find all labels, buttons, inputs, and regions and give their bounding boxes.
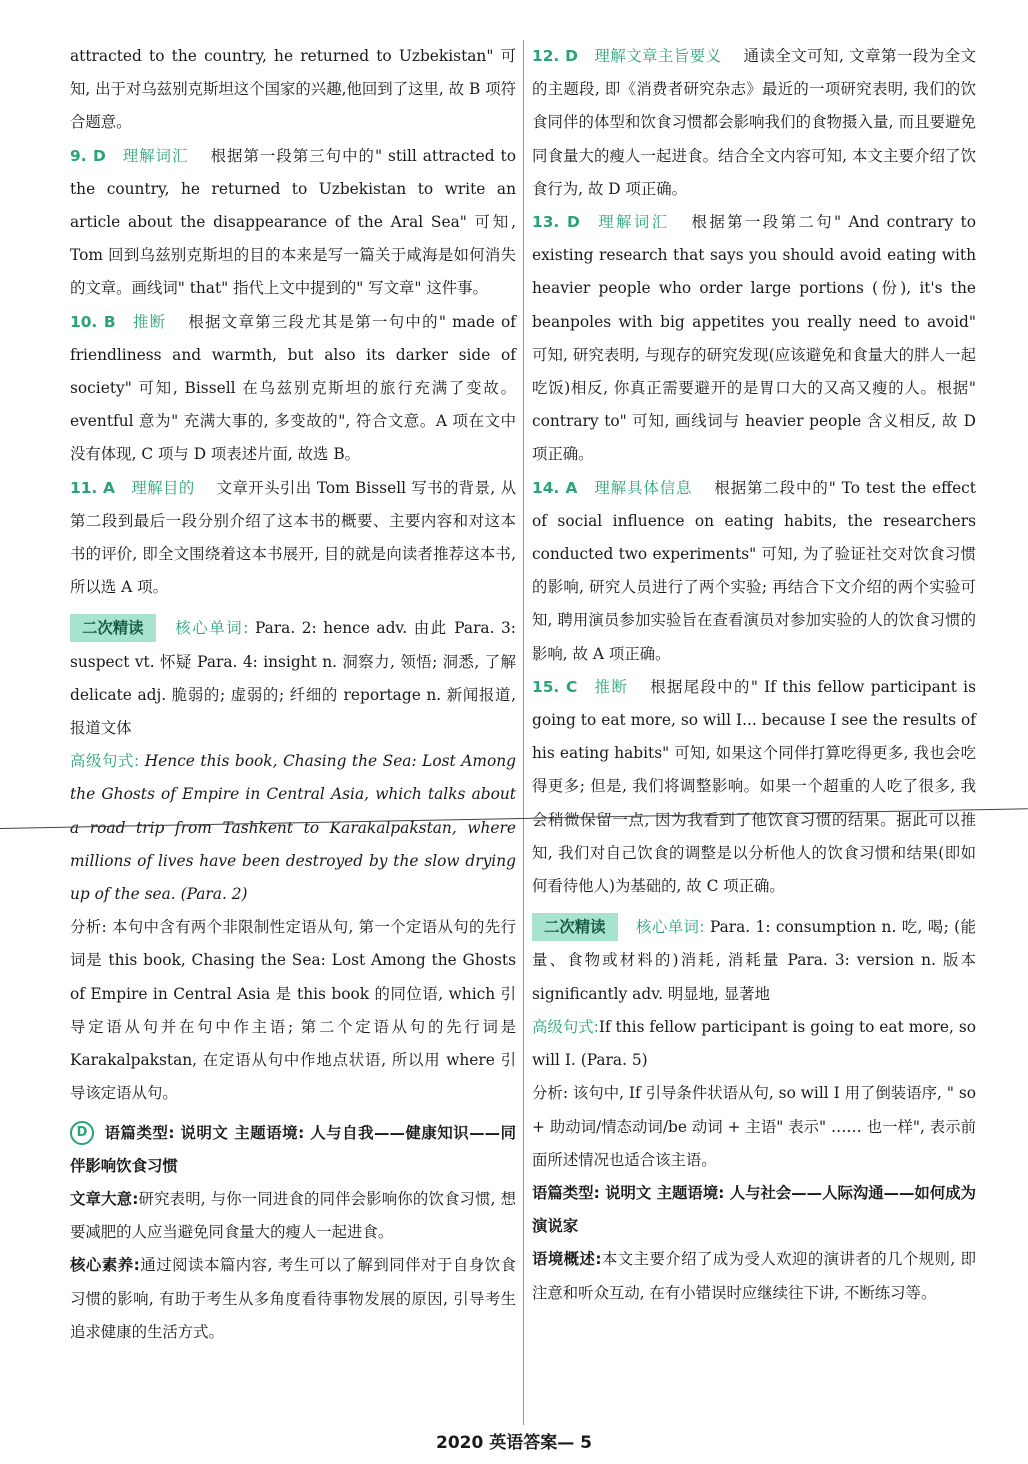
vocab-label: 核心单词: bbox=[173, 619, 249, 638]
core-literacy bbox=[70, 1249, 516, 1349]
advanced-text: If this fellow participant is going to eat more, so will I. (Para. 5) bbox=[532, 1017, 976, 1070]
answer-12 bbox=[532, 40, 976, 206]
answer-number: 15. C bbox=[532, 677, 578, 696]
core-label: 核心素养: bbox=[70, 1256, 140, 1275]
answer-number: 14. A bbox=[532, 478, 578, 497]
summary-text: 本文主要介绍了成为受人欢迎的演讲者的几个规则, 即注意和听众互动, 在有小错误时应继续往下讲, 不断练习等。 bbox=[532, 1250, 976, 1302]
reread-vocab bbox=[532, 911, 976, 1011]
advanced-text: Hence this book, Chasing the Sea: Lost Among the Ghosts of Empire in Central Asia, which talks about a road trip from Tashkent to Karakalpakstan, where millions of lives have been destroyed by the slow drying up of the sea. (Para. 2) bbox=[70, 752, 516, 904]
answer-number: 9. D bbox=[70, 146, 106, 165]
summary-text: 研究表明, 与你一同进食的同伴会影响你的饮食习惯, 想要减肥的人应当避免同食量大的瘦人一起进食。 bbox=[70, 1189, 516, 1242]
answer-tag: 理解目的 bbox=[130, 478, 195, 497]
summary-label: 文章大意: bbox=[70, 1189, 139, 1208]
passage-summary bbox=[70, 1183, 516, 1249]
answer-text: 根据文章第三段尤其是第一句中的" made of friendliness and warmth, but also its darker side of society" 可知, Bissell 在乌兹别克斯坦的旅行充满了变故。eventful 意为" 充满大事的, 多变故的", 符合文意。A 项在文中没有体现, C 项与 D 项表述片面, 故选 B。 bbox=[70, 312, 516, 464]
answer-14 bbox=[532, 472, 976, 671]
answer-tag: 推断 bbox=[131, 312, 167, 331]
answer-number: 10. B bbox=[70, 312, 116, 331]
vocab-label: 核心单词: bbox=[635, 918, 705, 937]
answer-text: 文章开头引出 Tom Bissell 写书的背景, 从第二段到最后一段分别介绍了这本书的概要、主要内容和对这本书的评价, 即全文围绕着这本书展开, 目的就是向读者推荐这本书, 所以选 A 项。 bbox=[70, 478, 516, 597]
right-column bbox=[532, 40, 976, 1310]
answer-tag: 理解具体信息 bbox=[593, 478, 693, 497]
passage-e-type: 语篇类型: 说明文 主题语境: 人与社会——人际沟通——如何成为演说家 bbox=[532, 1183, 976, 1236]
advanced-sentence bbox=[70, 745, 516, 911]
answer-11 bbox=[70, 472, 516, 605]
answer-text: 根据第一段第二句" And contrary to existing research that says you should avoid eating with heavier people who order large portions (份), it's the beanpoles with big appetites you really need to avoid" 可知, 研究表明, 与现存的研究发现(应该避免和食量大的胖人一起吃饭)相反, 你真正需要避开的是胃口大的又高又瘦的人。根据" contrary to" 可知, 画线词与 heavier people 含义相反, 故 D 项正确。 bbox=[532, 213, 976, 464]
vocab-text: Para. 1: consumption n. 吃, 喝; (能量、食物或材料的)消耗, 消耗量 Para. 3: version n. 版本 significantly adv. 明显地, 显著地 bbox=[532, 918, 976, 1003]
reread-badge: 二次精读 bbox=[532, 913, 618, 941]
passage-d-type bbox=[70, 1117, 516, 1183]
answer-tag: 理解词汇 bbox=[121, 146, 189, 165]
passage-d-icon: D bbox=[70, 1121, 94, 1145]
answer-15 bbox=[532, 671, 976, 903]
advanced-sentence bbox=[532, 1011, 976, 1077]
core-text: 通过阅读本篇内容, 考生可以了解到同伴对于自身饮食习惯的影响, 有助于考生从多角度看待事物发展的原因, 引导考生追求健康的生活方式。 bbox=[70, 1256, 516, 1341]
reread-vocab bbox=[70, 612, 516, 745]
passage-summary bbox=[532, 1243, 976, 1309]
advanced-label: 高级句式: bbox=[70, 752, 140, 771]
passage-type-text: 语篇类型: 说明文 主题语境: 人与自我——健康知识——同伴影响饮食习惯 bbox=[70, 1123, 516, 1175]
summary-label: 语境概述: bbox=[532, 1250, 602, 1269]
page-footer: 2020 英语答案— 5 bbox=[436, 1433, 592, 1453]
answer-number: 12. D bbox=[532, 47, 578, 65]
answer-tag: 理解词汇 bbox=[595, 213, 670, 232]
answer-9 bbox=[70, 140, 516, 306]
column-divider bbox=[523, 40, 524, 1425]
answer-text: 根据尾段中的" If this fellow participant is going to eat more, so will I... because I see the results of his eating habits" 可知, 如果这个同伴打算吃得更多, 我也会吃得更多; 但是, 我们将调整影响。如果一个超重的人吃了很多, 我会稍微保留一点, 因为我看到了他饮食习惯的结果。据此可以推知, 我们对自己饮食的调整是以分析他人的饮食习惯和结果(即如何看待他人)为基础的, 故 C 项正确。 bbox=[532, 677, 976, 896]
answer-text: 根据第一段第三句中的" still attracted to the country, he returned to Uzbekistan to write an article about the disappearance of the Aral Sea" 可知, Tom 回到乌兹别克斯坦的目的本来是写一篇关于咸海是如何消失的文章。画线词" that" 指代上文中提到的" 写文章" 这件事。 bbox=[70, 146, 516, 298]
analysis: 分析: 本句中含有两个非限制性定语从句, 第一个定语从句的先行词是 this book, Chasing the Sea: Lost Among the Ghosts of Empire in Central Asia 是 this book 的同位语, which 引导定语从句并在句中作主语; 第二个定语从句的先行词是 Karakalpakstan, 在定语从句中作地点状语, 所以用 where 引导该定语从句。 bbox=[70, 918, 516, 1103]
vocab-text: Para. 2: hence adv. 由此 Para. 3: suspect vt. 怀疑 Para. 4: insight n. 洞察力, 领悟; 洞悉, 了解 delicate adj. 脆弱的; 虚弱的; 纤细的 reportage n. 新闻报道, 报道文体 bbox=[70, 619, 516, 738]
left-column bbox=[70, 40, 516, 1349]
analysis: 分析: 该句中, If 引导条件状语从句, so will I 用了倒装语序, " so + 助动词/情态动词/be 动词 + 主语" 表示" …… 也一样", 表示前面所述情况也适合该主语。 bbox=[532, 1084, 976, 1169]
answer-tag: 理解文章主旨要义 bbox=[593, 47, 722, 65]
reread-badge: 二次精读 bbox=[70, 614, 156, 642]
answer-10 bbox=[70, 306, 516, 472]
answer-tag: 推断 bbox=[593, 677, 629, 696]
answer-text: 通读全文可知, 文章第一段为全文的主题段, 即《消费者研究杂志》最近的一项研究表明, 我们的饮食同伴的体型和饮食习惯都会影响我们的食物摄入量, 而且要避免同食量大的瘦人一起进食。结合全文内容可知, 本文主要介绍了饮食行为, 故 D 项正确。 bbox=[532, 47, 976, 198]
answer-text: 根据第二段中的" To test the effect of social influence on eating habits, the researchers conducted two experiments" 可知, 为了验证社交对饮食习惯的影响, 研究人员进行了两个实验; 再结合下文介绍的两个实验可知, 聘用演员参加实验旨在查看演员对参加实验的人的饮食习惯的影响, 故 A 项正确。 bbox=[532, 478, 976, 663]
advanced-label: 高级句式: bbox=[532, 1017, 599, 1036]
answer-number: 11. A bbox=[70, 478, 115, 497]
answer-13 bbox=[532, 206, 976, 472]
answer-number: 13. D bbox=[532, 213, 580, 232]
continued-paragraph: attracted to the country, he returned to Uzbekistan" 可知, 出于对乌兹别克斯坦这个国家的兴趣,他回到了这里, 故 B 项符合题意。 bbox=[70, 47, 516, 132]
